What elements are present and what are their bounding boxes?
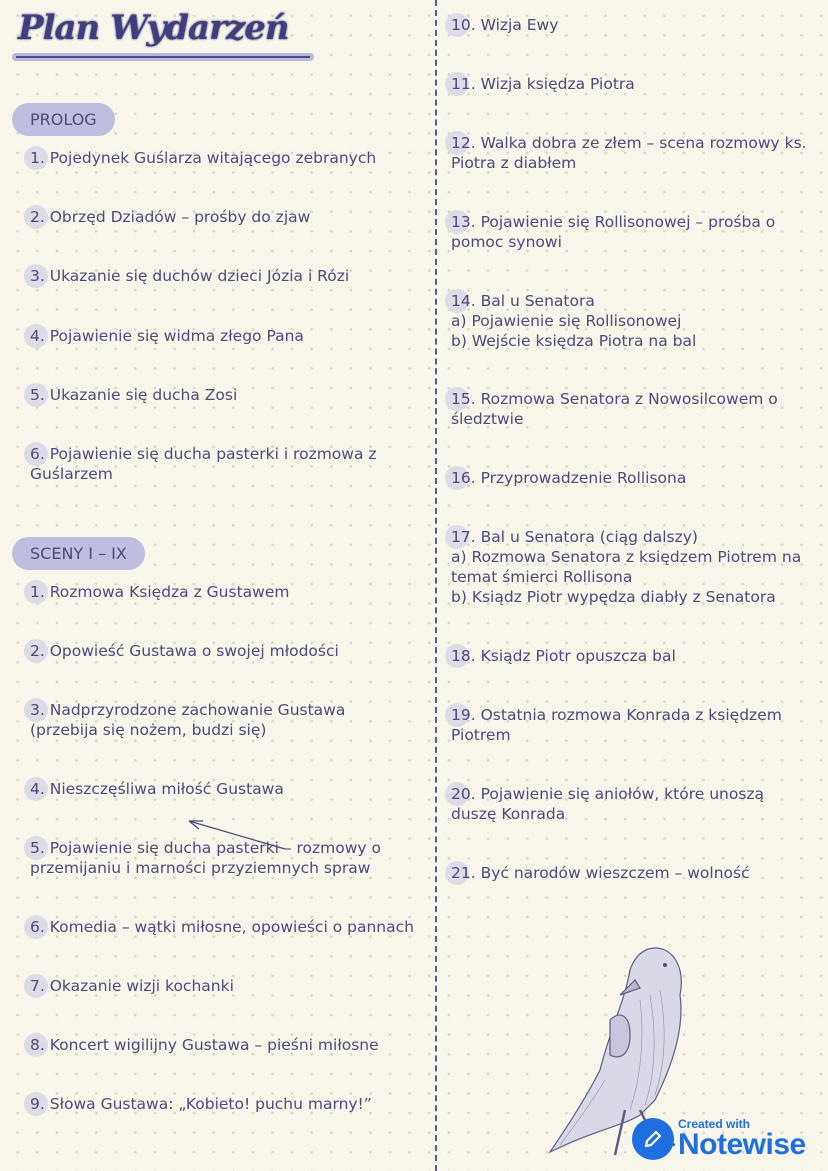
list-item [30, 917, 414, 937]
item-number: 4. [30, 327, 45, 345]
item-number: 2. [30, 208, 45, 226]
item-number: 20. [451, 785, 476, 803]
item-text: Rozmowa Senatora z Nowosilcowem o śledztwie [451, 390, 778, 428]
list-item [451, 705, 782, 745]
item-text: Ukazanie się duchów dzieci Józia i Rózi [49, 267, 350, 285]
item-text: Ukazanie się ducha Zosi [49, 386, 238, 404]
watermark-line2: Notewise [678, 1128, 806, 1161]
item-number: 6. [30, 445, 45, 463]
item-text: Nadprzyrodzone zachowanie Gustawa (przebija się nożem, budzi się) [30, 701, 346, 739]
item-text: Bal u Senatora a) Pojawienie się Rollisonowej b) Wejście księdza Piotra na bal [451, 292, 697, 350]
list-item [30, 326, 304, 346]
item-text: Komedia – wątki miłosne, opowieści o pannach [49, 918, 414, 936]
title-underline [12, 53, 314, 61]
item-text: Pojawienie się aniołów, które unoszą duszę Konrada [451, 785, 765, 823]
list-item [30, 385, 237, 405]
item-text: Pojawienie się widma złego Pana [49, 327, 304, 345]
item-text: Walka dobra ze złem – scena rozmowy ks. Piotra z diabłem [451, 134, 807, 172]
page-title: Plan Wydarzeń [18, 8, 289, 48]
list-item [30, 207, 310, 227]
list-item [30, 444, 377, 484]
item-number: 5. [30, 839, 45, 857]
item-number: 17. [451, 528, 476, 546]
list-item [451, 646, 676, 666]
item-number: 1. [30, 149, 45, 167]
item-number: 12. [451, 134, 476, 152]
arrow-annotation [185, 815, 295, 855]
list-item [451, 389, 778, 429]
list-item [30, 976, 234, 996]
item-text: Wizja księdza Piotra [480, 75, 635, 93]
list-item [30, 266, 349, 286]
item-text: Słowa Gustawa: „Kobieto! puchu marny!” [49, 1095, 372, 1113]
item-text: Nieszczęśliwa miłość Gustawa [49, 780, 284, 798]
item-number: 2. [30, 642, 45, 660]
item-number: 8. [30, 1036, 45, 1054]
item-number: 10. [451, 16, 476, 34]
list-item [451, 212, 775, 252]
list-item [30, 1094, 372, 1114]
list-item [451, 291, 696, 351]
item-number: 3. [30, 701, 45, 719]
item-text: Pojawienie się ducha pasterki i rozmowa z Guślarzem [30, 445, 377, 483]
list-item [30, 582, 289, 602]
item-text: Bal u Senatora (ciąg dalszy) a) Rozmowa Senatora z księdzem Piotrem na temat śmierci Rollisona b) Ksiądz Piotr wypędza diabły z Senatora [451, 528, 802, 606]
list-item [451, 468, 686, 488]
list-item [30, 1035, 379, 1055]
item-text: Pojedynek Guślarza witającego zebranych [49, 149, 377, 167]
item-number: 15. [451, 390, 476, 408]
list-item [451, 784, 764, 824]
item-number: 5. [30, 386, 45, 404]
item-text: Ostatnia rozmowa Konrada z księdzem Piotrem [451, 706, 782, 744]
list-item [451, 15, 558, 35]
item-number: 4. [30, 780, 45, 798]
list-item [451, 74, 635, 94]
item-number: 9. [30, 1095, 45, 1113]
notewise-watermark [632, 1118, 806, 1160]
pencil-icon [632, 1118, 674, 1160]
item-text: Pojawienie się ducha pasterki – rozmowy o przemijaniu i marności przyziemnych spraw [30, 839, 381, 877]
item-text: Być narodów wieszczem – wolność [480, 864, 750, 882]
item-text: Ksiądz Piotr opuszcza bal [480, 647, 676, 665]
item-text: Okazanie wizji kochanki [49, 977, 234, 995]
column-divider [435, 0, 437, 1171]
list-item [30, 641, 339, 661]
item-text: Obrzęd Dziadów – prośby do zjaw [49, 208, 311, 226]
list-item [451, 133, 807, 173]
item-text: Przyprowadzenie Rollisona [480, 469, 687, 487]
item-number: 11. [451, 75, 476, 93]
list-item [451, 863, 750, 883]
item-text: Pojawienie się Rollisonowej – prośba o pomoc synowi [451, 213, 776, 251]
item-number: 18. [451, 647, 476, 665]
item-number: 19. [451, 706, 476, 724]
list-item [30, 700, 345, 740]
section-sceny-heading: SCENY I – IX [12, 537, 145, 570]
list-item [30, 148, 376, 168]
item-number: 1. [30, 583, 45, 601]
list-item [451, 527, 801, 607]
item-text: Koncert wigilijny Gustawa – pieśni miłosne [49, 1036, 379, 1054]
item-number: 13. [451, 213, 476, 231]
item-number: 7. [30, 977, 45, 995]
item-number: 21. [451, 864, 476, 882]
item-text: Opowieść Gustawa o swojej młodości [49, 642, 339, 660]
item-number: 14. [451, 292, 476, 310]
item-number: 3. [30, 267, 45, 285]
item-number: 6. [30, 918, 45, 936]
list-item [30, 779, 284, 799]
watermark-line1: Created with [678, 1117, 751, 1131]
section-prolog-heading: PROLOG [12, 103, 115, 136]
item-number: 16. [451, 469, 476, 487]
item-text: Rozmowa Księdza z Gustawem [49, 583, 290, 601]
item-text: Wizja Ewy [480, 16, 559, 34]
